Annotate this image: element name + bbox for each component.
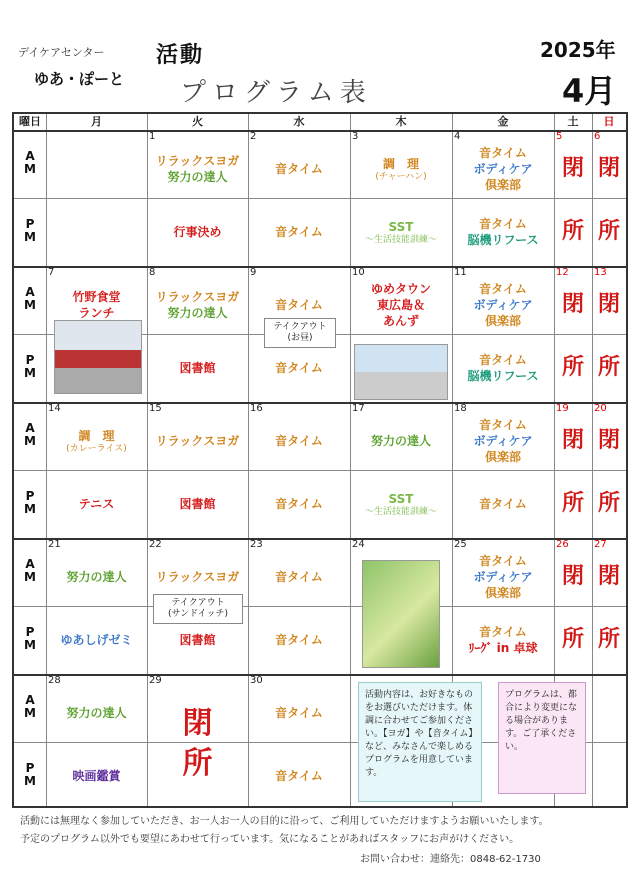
activity-label: 音タイム [275,162,323,176]
schedule-cell-am [452,276,554,334]
schedule-cell-pm [248,470,350,538]
weekday-header: 日 [603,115,615,128]
pm-label: P M [24,217,36,244]
activity-label: 努力の達人 [66,570,127,584]
takeout-note [153,594,243,624]
schedule-cell-pm [554,334,592,402]
center-label: デイケアセンター [18,46,105,59]
date-number: 8 [149,267,156,278]
activity-label: (カレーライス) [66,443,127,454]
schedule-cell-am [46,140,147,198]
activity-label: 倶楽部 [484,178,521,192]
info-box-2: プログラムは、都合により変更になる場合があります。ご了承ください。 [498,682,586,794]
schedule-cell-am [554,548,592,606]
schedule-cell-am [452,548,554,606]
date-number: 15 [149,403,162,414]
date-number: 5 [556,131,563,142]
activity-label: 倶楽部 [484,586,521,600]
date-number: 23 [250,539,263,550]
schedule-cell-pm [46,198,147,266]
activity-label: 努力の達人 [167,170,228,184]
activity-label: 音タイム [275,706,323,720]
museum-photo [362,560,440,668]
schedule-cell-am [554,140,592,198]
activity-label: SST [388,219,414,234]
am-label: A M [24,421,36,448]
weekday-header: 曜日 [19,115,41,128]
activity-label: ゆあしげゼミ [60,633,133,647]
activity-label: 音タイム [479,353,527,367]
week-divider [14,402,626,404]
activity-label: 音タイム [479,146,527,160]
schedule-cell-am [592,276,626,334]
closed-label: 所 [597,355,620,380]
mall-photo [354,344,448,400]
schedule-cell-am [46,684,147,742]
takeout-text: (サンドイッチ) [168,609,228,619]
schedule-cell-am [592,140,626,198]
date-number: 16 [250,403,263,414]
date-number: 14 [48,403,61,414]
activity-label: 努力の達人 [66,706,127,720]
closed-label: 所 [597,627,620,652]
closed-label: 閉 [561,156,584,181]
activity-label: 音タイム [275,225,323,239]
activity-label: 行事決め [173,225,222,239]
footer-note-2: 予定のプログラム以外でも要望にあわせて行っています。気になることがあればスタッフにお声がけください。 [20,834,520,845]
schedule-cell-pm [452,606,554,674]
activity-label: 調 理 [78,428,115,443]
schedule-cell-pm [46,470,147,538]
closed-label: 閉 [597,156,620,181]
date-number: 12 [556,267,569,278]
date-number: 22 [149,539,162,550]
grid-header-divider [14,130,626,132]
schedule-cell-am [350,412,452,470]
activity-label: 図書館 [179,361,216,375]
activity-label: テニス [78,497,115,511]
activity-label: ボディケア [473,434,533,448]
closed-label: 閉 [561,292,584,317]
activity-label: リラックスヨガ [155,570,240,584]
schedule-cell-am [248,140,350,198]
date-number: 13 [594,267,607,278]
week-divider [14,538,626,540]
schedule-cell-am [248,412,350,470]
date-number: 6 [594,131,601,142]
activity-label: リラックスヨガ [155,154,240,168]
schedule-cell-am [592,412,626,470]
activity-label: リラックスヨガ [155,434,240,448]
activity-label: SST [388,491,414,506]
activity-label: ﾘｰｸﾞ in 卓球 [468,641,538,655]
date-number: 7 [48,267,55,278]
contact-info: お問い合わせ：連絡先：0848-62-1730 [360,854,541,865]
pm-label: P M [24,625,36,652]
schedule-cell-pm [46,606,147,674]
schedule-cell-pm [350,470,452,538]
weekday-header: 木 [395,115,407,128]
schedule-cell-am [350,276,452,334]
closed-label: 閉 [561,428,584,453]
activity-label: 図書館 [179,633,216,647]
date-number: 19 [556,403,569,414]
weekday-header: 金 [497,115,509,128]
schedule-cell-pm [592,470,626,538]
schedule-cell-pm [452,470,554,538]
weekday-header: 土 [567,115,579,128]
restaurant-photo [54,320,142,394]
schedule-cell-am [248,684,350,742]
activity-label: 竹野食堂 [72,290,121,304]
am-label: A M [24,285,36,312]
am-label: A M [24,149,36,176]
activity-label: 音タイム [479,418,527,432]
activity-label: 音タイム [479,554,527,568]
schedule-cell-pm [248,742,350,810]
activity-label: ～生活技能訓練～ [364,234,437,245]
activity-label: 音タイム [479,282,527,296]
schedule-cell-am [554,276,592,334]
am-label: A M [24,557,36,584]
takeout-text: テイクアウト [171,598,225,608]
center-name: ゆあ・ぽーと [34,70,125,88]
closed-label: 所 [597,219,620,244]
closed-label: 所 [561,219,584,244]
footer-note-1: 活動には無理なく参加していただき、お一人お一人の目的に沿って、ご利用していただけますようお願いいたします。 [20,816,549,827]
activity-label: 調 理 [382,156,419,171]
activity-label: 倶楽部 [484,314,521,328]
activity-label: 努力の達人 [167,306,228,320]
schedule-cell-pm [554,470,592,538]
closed-label: 閉 [561,564,584,589]
activity-label: 音タイム [275,434,323,448]
date-number: 3 [352,131,359,142]
schedule-cell-am [147,140,248,198]
activity-label: 努力の達人 [370,434,431,448]
activity-label: 音タイム [275,298,323,312]
closed-label: 閉 [597,564,620,589]
weekday-header: 水 [293,115,305,128]
schedule-cell-pm [452,334,554,402]
schedule-cell-pm [554,606,592,674]
date-number: 18 [454,403,467,414]
takeout-note [264,318,336,348]
schedule-cell-pm [147,470,248,538]
schedule-cell-pm [147,334,248,402]
week-divider [14,266,626,268]
schedule-cell-pm [592,198,626,266]
date-number: 26 [556,539,569,550]
date-number: 10 [352,267,365,278]
activity-label: 脳機リフース [467,233,539,247]
schedule-cell-am [248,548,350,606]
date-number: 17 [352,403,365,414]
activity-label: 脳機リフース [467,369,539,383]
closed-label: 所 [561,491,584,516]
closed-label: 所 [597,491,620,516]
closed-label: 閉 [182,706,213,741]
schedule-cell-am [350,140,452,198]
pm-label: P M [24,489,36,516]
activity-label: 音タイム [275,361,323,375]
activity-label: ボディケア [473,298,533,312]
activity-label: あんず [382,314,419,328]
activity-label: (チャーハン) [375,171,427,182]
activity-label: 音タイム [479,625,527,639]
schedule-cell-pm [592,334,626,402]
takeout-text: テイクアウト [273,322,327,332]
schedule-cell-pm [248,198,350,266]
takeout-text: (お昼) [287,333,313,343]
info-box-1: 活動内容は、お好きなものをお選びいただけます。体調に合わせてご参加ください。【ヨガ】や【音タイム】など、みなさんで楽しめるプログラムを用意しています。 [358,682,482,802]
closed-label: 所 [182,746,213,781]
date-number: 29 [149,675,162,686]
weekday-header: 火 [192,115,203,128]
date-number: 11 [454,267,467,278]
date-number: 1 [149,131,156,142]
activity-label: ランチ [78,306,115,320]
schedule-cell-pm [452,198,554,266]
date-number: 4 [454,131,461,142]
closed-label: 閉 [597,428,620,453]
schedule-cell-am [46,548,147,606]
activity-label: 音タイム [275,497,323,511]
holiday-closed [147,684,248,804]
date-number: 9 [250,267,257,278]
schedule-cell-am [452,140,554,198]
closed-label: 所 [561,355,584,380]
schedule-cell-pm [46,742,147,810]
activity-label: 倶楽部 [484,450,521,464]
activity-label: ボディケア [473,570,533,584]
schedule-cell-am [452,412,554,470]
activity-label: 音タイム [275,570,323,584]
date-number: 25 [454,539,467,550]
schedule-cell-pm [248,606,350,674]
am-label: A M [24,693,36,720]
schedule-cell-pm [350,198,452,266]
activity-label: 図書館 [179,497,216,511]
date-number: 28 [48,675,61,686]
date-number: 30 [250,675,263,686]
schedule-cell-am [554,412,592,470]
date-number: 2 [250,131,257,142]
month-label: 4月 [562,72,617,110]
activity-label: 音タイム [275,769,323,783]
activity-label: リラックスヨガ [155,290,240,304]
schedule-cell-pm [147,198,248,266]
pm-label: P M [24,761,36,788]
date-number: 27 [594,539,607,550]
schedule-cell-pm [592,606,626,674]
weekday-header: 月 [91,115,102,128]
schedule-cell-am [147,412,248,470]
schedule-cell-am [147,276,248,334]
title-kanji: 活動 [156,43,205,68]
date-number: 21 [48,539,61,550]
date-number: 24 [352,539,365,550]
activity-label: 東広島＆ [376,298,425,312]
date-number: 20 [594,403,607,414]
pm-label: P M [24,353,36,380]
schedule-cell-pm [554,198,592,266]
activity-label: 映画鑑賞 [72,769,121,783]
activity-label: 音タイム [479,497,527,511]
year-label: 2025年 [540,38,616,62]
activity-label: ゆめタウン [370,282,431,296]
closed-label: 所 [561,627,584,652]
schedule-cell-am [46,412,147,470]
activity-label: ボディケア [473,162,533,176]
schedule-cell-am [592,548,626,606]
closed-label: 閉 [597,292,620,317]
program-calendar [12,112,628,808]
week-divider [14,674,626,676]
activity-label: ～生活技能訓練～ [364,506,437,517]
activity-label: 音タイム [479,217,527,231]
activity-label: 音タイム [275,633,323,647]
page-title: プログラム表 [180,78,372,108]
